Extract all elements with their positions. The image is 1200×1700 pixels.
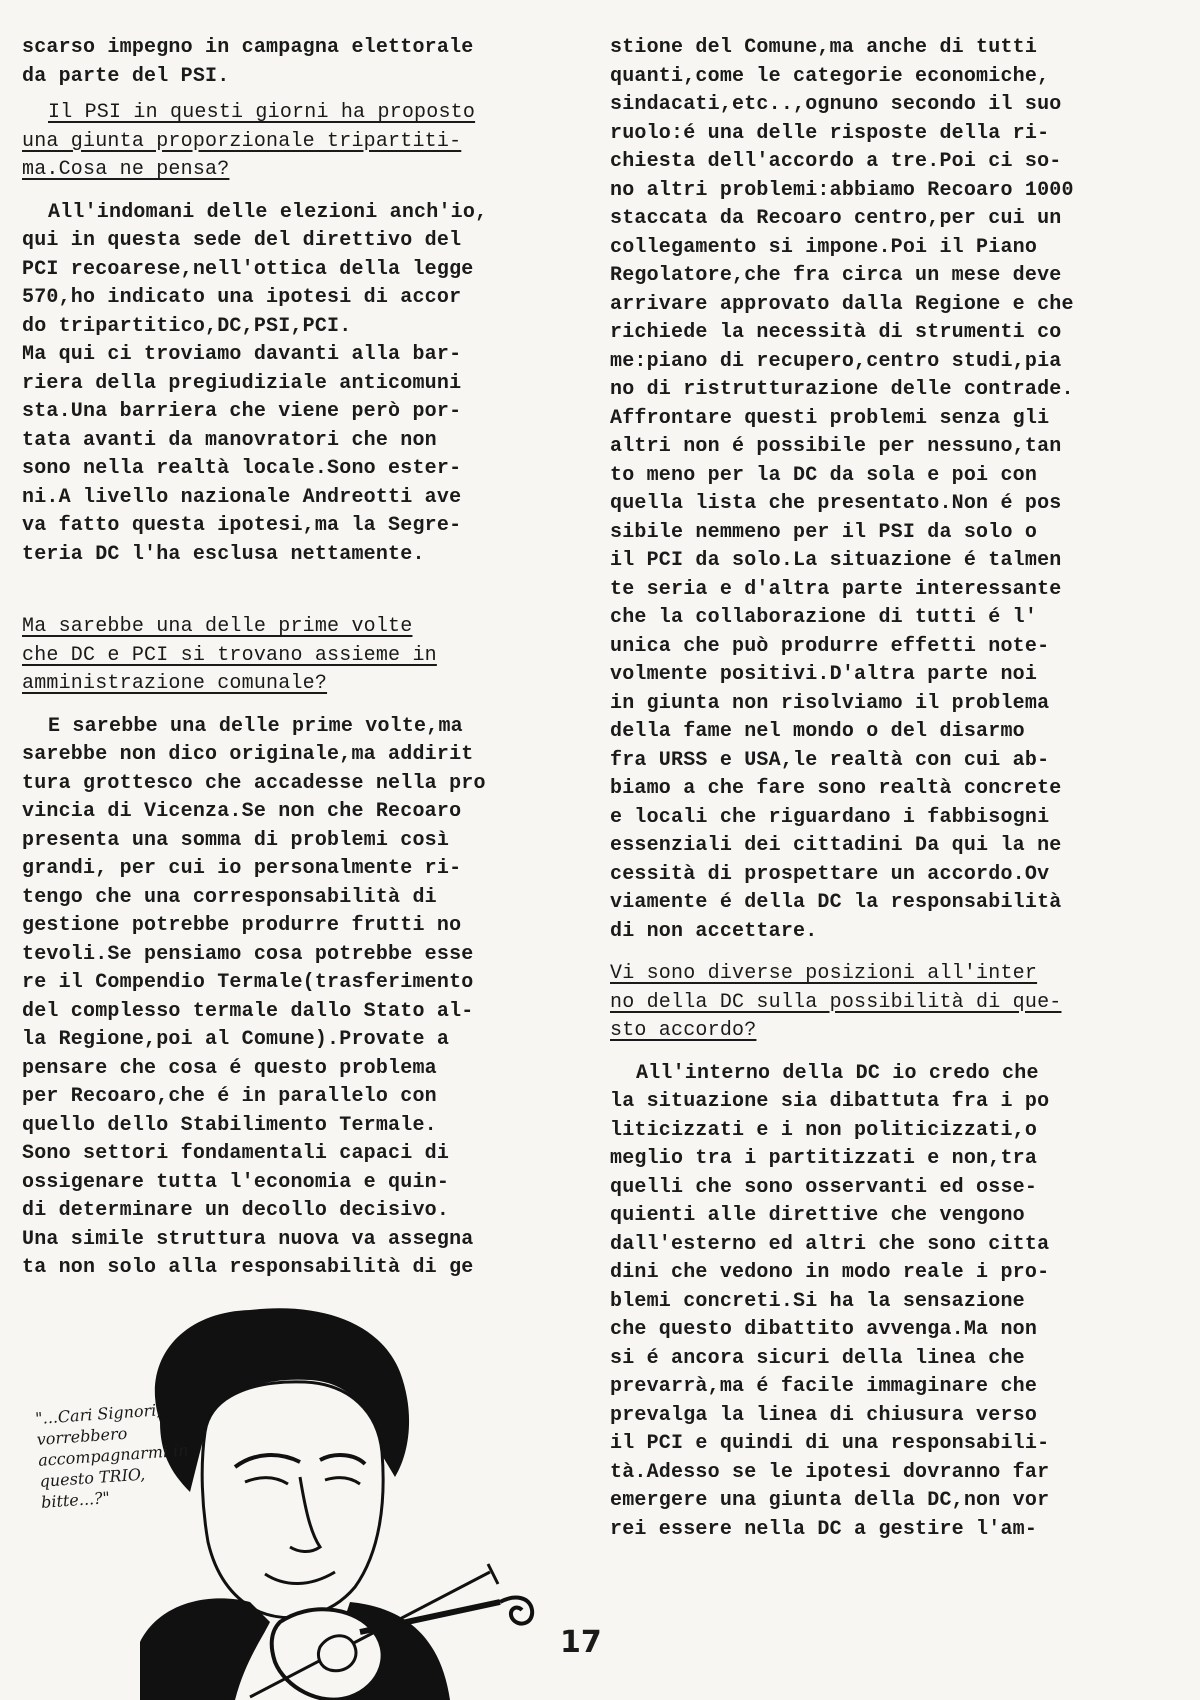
text-line: no della DC sulla possibilità di que- (610, 990, 1062, 1014)
question-3 (610, 960, 1130, 1046)
text-line: unica che può produrre effetti note- (610, 634, 1050, 658)
text-line: ta non solo alla responsabilità di ge (22, 1256, 474, 1279)
text-line: Ma sarebbe una delle prime volte (22, 615, 413, 638)
text-line: volmente positivi.D'altra parte noi (610, 663, 1038, 686)
text-line: to meno per la DC da sola e poi con (610, 463, 1038, 487)
text-line: Il PSI in questi giorni ha proposto (48, 101, 476, 124)
text-line: cessità di prospettare un accordo.Ov (610, 862, 1050, 886)
text-line: tevoli.Se pensiamo cosa potrebbe esse (22, 942, 474, 966)
text-line: presenta una somma di problemi così (22, 828, 450, 852)
text-line: di non accettare. (610, 919, 818, 943)
text-line: pensare che cosa é questo problema (22, 1056, 437, 1080)
text-line: e locali che riguardano i fabbisogni (610, 805, 1050, 829)
text-line: richiede la necessità di strumenti co (610, 321, 1062, 344)
text-line: ruolo:é una delle risposte della ri- (610, 121, 1050, 145)
text-line: tengo che una corresponsabilità di (22, 885, 437, 909)
answer-continuation (610, 34, 1130, 946)
text-line: staccata da Recoaro centro,per cui un (610, 207, 1062, 230)
text-line: tura grottesco che accadesse nella pro (22, 771, 486, 795)
text-line: prevalga la linea di chiusura verso (610, 1403, 1038, 1427)
right-column (610, 34, 1130, 1544)
text-line: All'interno della DC io credo che (636, 1061, 1039, 1085)
text-line: riera della pregiudiziale anticomuni (22, 371, 462, 395)
text-line: che DC e PCI si trovano assieme in (22, 643, 437, 667)
text-line: tata avanti da manovratori che non (22, 428, 437, 452)
text-line: che questo dibattito avvenga.Ma non (610, 1318, 1038, 1341)
text-line: sono nella realtà locale.Sono ester- (22, 457, 462, 480)
text-line: emergere una giunta della DC,non vor (610, 1489, 1050, 1512)
text-line: sindacati,etc..,ognuno secondo il suo (610, 93, 1062, 116)
text-line: la Regione,poi al Comune).Provate a (22, 1028, 450, 1051)
text-line: scarso impegno in campagna elettorale (22, 36, 474, 59)
text-line: Vi sono diverse posizioni all'inter (610, 962, 1038, 985)
text-line: ma.Cosa ne pensa? (22, 158, 230, 181)
text-line: quello dello Stabilimento Termale. (22, 1113, 437, 1137)
text-line: viamente é della DC la responsabilità (610, 891, 1062, 914)
text-line: sarebbe non dico originale,ma addirit (22, 743, 474, 766)
text-line: sto accordo? (610, 1019, 757, 1042)
violin-scroll (500, 1598, 532, 1624)
text-line: da parte del PSI. (22, 64, 230, 88)
answer-1 (22, 199, 532, 570)
text-line: Sono settori fondamentali capaci di (22, 1142, 450, 1165)
text-line: gestione potrebbe produrre frutti no (22, 914, 462, 937)
text-line: dall'esterno ed altri che sono citta (610, 1232, 1050, 1256)
answer-3 (610, 1060, 1130, 1545)
text-line: quelli che sono osservanti ed osse- (610, 1175, 1038, 1199)
text-line: della fame nel mondo o del disarmo (610, 720, 1025, 743)
text-line: meglio tra i partitizzati e non,tra (610, 1147, 1038, 1170)
text-line: sta.Una barriera che viene però por- (22, 400, 462, 423)
text-line: teria DC l'ha esclusa nettamente. (22, 542, 425, 566)
answer-2 (22, 713, 532, 1283)
page-number: 17 (560, 1625, 602, 1660)
text-line: va fatto questa ipotesi,ma la Segre- (22, 514, 462, 537)
text-line: tà.Adesso se le ipotesi dovranno far (610, 1460, 1050, 1484)
text-line: Affrontare questi problemi senza gli (610, 406, 1050, 430)
text-line: no di ristrutturazione delle contrade. (610, 378, 1074, 401)
text-line: quanti,come le categorie economiche, (610, 64, 1050, 88)
text-line: do tripartitico,DC,PSI,PCI. (22, 314, 352, 338)
text-line: una giunta proporzionale tripartiti- (22, 129, 462, 153)
text-line: All'indomani delle elezioni anch'io, (48, 200, 488, 224)
text-line: E sarebbe una delle prime volte,ma (48, 714, 463, 738)
text-line: quella lista che presentato.Non é pos (610, 492, 1062, 515)
text-line: del complesso termale dallo Stato al- (22, 999, 474, 1023)
text-line: in giunta non risolviamo il problema (610, 691, 1050, 715)
text-line: biamo a che fare sono realtà concrete (610, 777, 1062, 800)
text-line: sibile nemmeno per il PSI da solo o (610, 520, 1038, 544)
text-line: Ma qui ci troviamo davanti alla bar- (22, 343, 462, 366)
text-line: stione del Comune,ma anche di tutti (610, 36, 1038, 59)
text-line: quienti alle direttive che vengono (610, 1204, 1025, 1227)
text-line: essenziali dei cittadini Da qui la ne (610, 834, 1062, 857)
text-line: prevarrà,ma é facile immaginare che (610, 1375, 1038, 1398)
text-line: blemi concreti.Si ha la sensazione (610, 1289, 1025, 1313)
text-line: di determinare un decollo decisivo. (22, 1199, 450, 1222)
text-line: me:piano di recupero,centro studi,pia (610, 349, 1062, 373)
text-line: vincia di Vicenza.Se non che Recoaro (22, 800, 462, 823)
text-line: grandi, per cui io personalmente ri- (22, 857, 462, 880)
text-line: rei essere nella DC a gestire l'am- (610, 1517, 1038, 1541)
caricature-base (140, 1642, 190, 1700)
intro-lines (22, 34, 532, 91)
text-line: chiesta dell'accordo a tre.Poi ci so- (610, 150, 1062, 173)
question-2 (22, 613, 532, 699)
text-line: la situazione sia dibattuta fra i po (610, 1090, 1050, 1113)
text-line: altri non é possibile per nessuno,tan (610, 435, 1062, 458)
text-line: liticizzati e i non politicizzati,o (610, 1118, 1038, 1142)
text-line: qui in questa sede del direttivo del (22, 229, 462, 252)
text-line: arrivare approvato dalla Regione e che (610, 292, 1074, 316)
question-1 (22, 99, 532, 185)
left-column (22, 34, 532, 1283)
text-line: fra URSS e USA,le realtà con cui ab- (610, 748, 1050, 772)
text-line: te seria e d'altra parte interessante (610, 577, 1062, 601)
text-line: il PCI da solo.La situazione é talmen (610, 549, 1062, 572)
text-line: il PCI e quindi di una responsabili- (610, 1432, 1050, 1455)
text-line: per Recoaro,che é in parallelo con (22, 1085, 437, 1108)
text-line: si é ancora sicuri della linea che (610, 1346, 1025, 1370)
text-line: collegamento si impone.Poi il Piano (610, 235, 1038, 259)
text-line: re il Compendio Termale(trasferimento (22, 971, 474, 994)
text-line: no altri problemi:abbiamo Recoaro 1000 (610, 178, 1074, 202)
text-line: 570,ho indicato una ipotesi di accor (22, 286, 462, 309)
text-line: che la collaborazione di tutti é l' (610, 606, 1038, 629)
text-line: Regolatore,che fra circa un mese deve (610, 264, 1062, 287)
text-line: ni.A livello nazionale Andreotti ave (22, 485, 462, 509)
caricature-hand (318, 1636, 356, 1671)
text-line: dini che vedono in modo reale i pro- (610, 1261, 1050, 1284)
text-line: ossigenare tutta l'economia e quin- (22, 1170, 450, 1194)
text-line: PCI recoarese,nell'ottica della legge (22, 257, 474, 281)
text-line: Una simile struttura nuova va assegna (22, 1227, 474, 1251)
caricature-caption: "...Cari Signori, vorrebbero accompagnarmi in questo TRIO, bitte...?" (34, 1400, 190, 1512)
text-line: amministrazione comunale? (22, 672, 328, 695)
